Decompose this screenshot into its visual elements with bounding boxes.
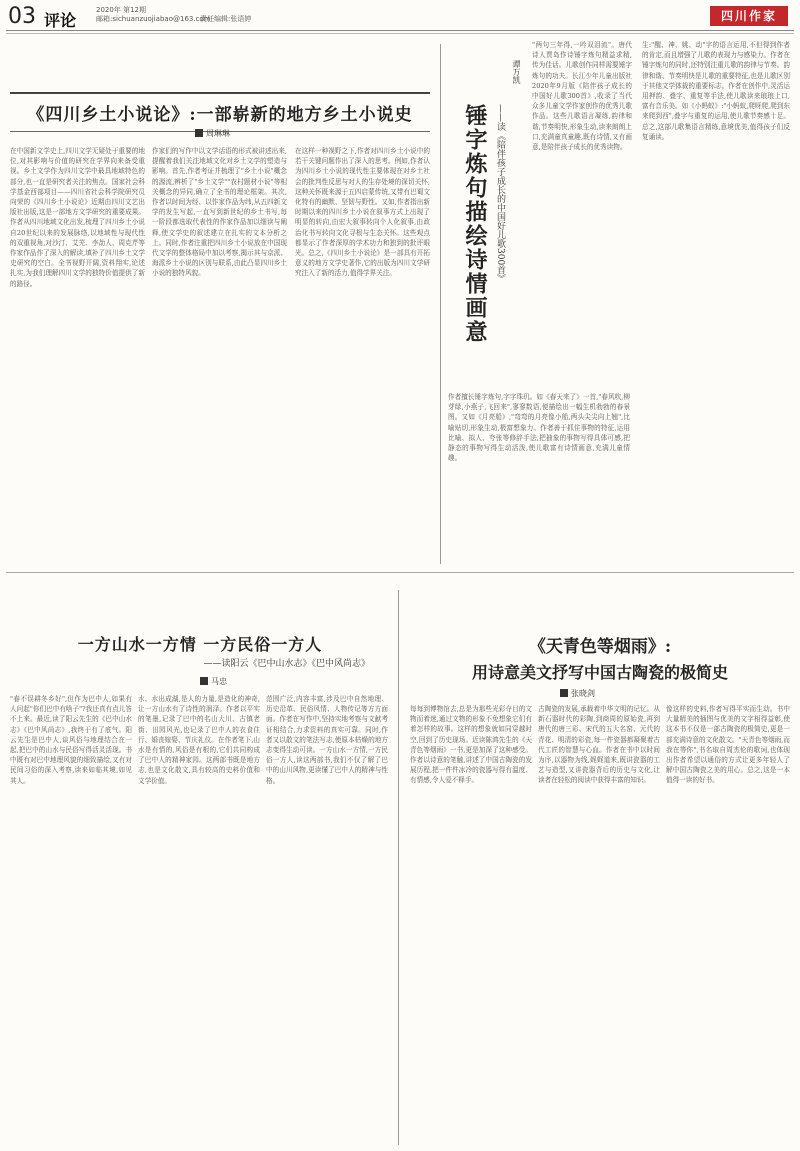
editor-credit: 责任编辑:张语婷 — [200, 15, 252, 23]
article4-column-2: 古陶瓷的发展,承载着中华文明的记忆。从新石器时代的彩陶,到商周的原始瓷,再到唐代的唐三彩、宋代的五大名窑、元代的青花、明清的彩瓷,每一件瓷器都凝聚着古代工匠的智慧与心血。作者在书中以时间为序,以器物为线,娓娓道来,既讲瓷器的工艺与造型,又讲瓷器背后的历史与文化,让读者在轻松的阅读中获得丰富的知识。 — [538, 705, 660, 785]
article3-column-3: 范围广泛,内容丰富,涉及巴中自然地理、历史沿革、民俗风情、人物传记等方方面面。作者在写作中,坚持实地考察与文献考证相结合,力求资料的真实可靠。同时,作者又以散文的笔法写志,使原本枯燥的地方志变得生动可读。一方山水一方情,一方民俗一方人,读这两部书,我们不仅了解了巴中的山川风物,更读懂了巴中人的精神与性格。 — [266, 695, 388, 785]
contact-email: 邮箱:sichuanzuojiabao@163.com — [96, 15, 211, 23]
article1-column-3: 在这样一种视野之下,作者对四川乡土小说中的若干关键问题作出了深入的思考。例如,作者认为四川乡土小说的现代性主要体现在对乡土社会的批判性反思与对人的生存处境的深切关怀,这种关怀既来源于五四启蒙传统,又带有巴蜀文化特有的幽默、坚韧与野性。又如,作者指出新时期以来的四川乡土小说在叙事方式上出现了明显的转向,由宏大叙事转向个人化叙事,由政治化书写转向文化寻根与生态关怀。这些观点都显示了作者深厚的学术功力和独到的批评眼光。总之,《四川乡土小说论》是一部具有开拓意义的地方文学史著作,它的出版为四川文学研究注入了新的活力,值得学界关注。 — [295, 147, 430, 278]
author-marker-icon — [200, 677, 208, 685]
article2-column-2: 作者擅长锤字炼句,字字珠玑。如《春天来了》一首,"春风吹,柳芽绿,小燕子,飞回来",寥寥数语,便描绘出一幅生机勃勃的春景图。又如《月亮船》,"弯弯的月亮像小船,两头尖尖向上翘",比喻贴切,形象生动,极富想象力。作者善于抓住事物的特征,运用比喻、拟人、夸张等修辞手法,把抽象的事物写得具体可感,把静态的事物写得生动活泼,使儿歌富有诗情画意,充满儿童情趣。 — [448, 393, 630, 463]
header-rule-thin — [6, 33, 794, 34]
page-number: 03 — [8, 4, 36, 29]
article1-column-2: 作家们的写作中以文学话语的形式被讲述出来,提醒着我们关注地域文化对乡土文学的塑造与影响。首先,作者考证并梳理了"乡土小说"概念的源流,辨析了"乡土文学""农村题材小说"等相关概念的异同,确立了全书的理论框架。其次,作者以时间为经、以作家作品为纬,从五四新文学的发生写起,一直写到新世纪的乡土书写,每一阶段都选取代表性的作家作品加以细读与阐释,使文学史的叙述建立在扎实的文本分析之上。同时,作者注重把四川乡土小说放在中国现代文学的整体格局中加以考察,揭示其与京派、海派乡土小说的区别与联系,由此凸显四川乡土小说的独特风貌。 — [152, 147, 287, 278]
issue-info — [96, 6, 211, 24]
article4-title-line1: 《天青色等烟雨》: — [528, 637, 672, 657]
article4-column-3: 像这样的史料,作者写得平实而生动。书中大量精美的插图与优美的文字相得益彰,使这本书不仅是一部古陶瓷的极简史,更是一部充满诗意的文化散文。"天青色等烟雨,而我在等你",书名取自周杰伦的歌词,也体现出作者希望以通俗的方式让更多年轻人了解中国古陶瓷之美的用心。总之,这是一本值得一读的好书。 — [666, 705, 790, 785]
column-divider-lower — [398, 590, 399, 1145]
author-marker-icon — [195, 129, 203, 137]
article3-column-2: 水、水出成湖,是人的力量,是造化的神奇,让一方山水有了诗性的润泽。作者以平实的笔墨,记录了巴中的名山大川、古镇老街、田园风光,也记录了巴中人的衣食住行、婚丧嫁娶、节庆礼仪。在作者笔下,山水是有情的,风俗是有根的,它们共同构成了巴中人的精神家园。这两部书既是地方志,也是文化散文,具有较高的史料价值和文学价值。 — [138, 695, 260, 785]
article2-column-3: 生:"醒、神、姚、动"字的语言运用,不但得到作者的肯定,而且增强了儿歌的表现力与感染力。作者在锤字炼句的同时,还特别注重儿歌的韵律与节奏。韵律和谐、节奏明快是儿歌的重要特征,也是儿歌区别于其他文学体裁的重要标志。作者在创作中,灵活运用押韵、叠字、重复等手法,使儿歌读来琅琅上口,富有音乐美。如《小蚂蚁》:"小蚂蚁,爬呀爬,爬到东来爬到西",叠字与重复的运用,使儿歌节奏感十足。总之,这部儿歌集语言精练,意境优美,值得孩子们反复诵读。 — [642, 41, 790, 141]
column-divider — [440, 44, 441, 564]
article2-author: 谭万凯 — [512, 60, 521, 84]
article3-byline — [200, 676, 227, 687]
article1-author: 周琳琳 — [206, 129, 230, 138]
article1-title: 《四川乡土小说论》:一部崭新的地方乡土小说史 — [27, 105, 413, 125]
newspaper-logo: 四川作家 — [710, 6, 788, 26]
article4-title-line2: 用诗意美文抒写中国古陶瓷的极简史 — [471, 663, 728, 682]
issue-date: 2020年 第12期 — [96, 6, 146, 14]
article3-title: 一方山水一方情 一方民俗一方人 — [77, 635, 323, 654]
header-rule — [6, 30, 794, 31]
article3-column-1: "春不误耕冬乡好",但作为巴中人,如果有人问起"你们巴中有啥子"?我还真有点儿答不上来。最近,读了阳云先生的《巴中山水志》《巴中风尚志》,我终于有了底气。阳云先生是巴中人,谈风俗与地理结合在一起,把巴中的山水与民俗写得活灵活现。书中既有对巴中地理风貌的细致描绘,又有对民间习俗的深入考察,读来如临其境,如见其人。 — [10, 695, 132, 785]
article3-subtitle: ——读阳云《巴中山水志》《巴中风尚志》 — [203, 659, 370, 669]
article4-author: 张晓剑 — [571, 689, 595, 698]
article4-byline — [560, 688, 595, 699]
article1-byline — [195, 128, 230, 139]
article2-column-1: "两句三年得,一吟双泪流"。唐代诗人贾岛作诗锤字炼句精益求精,传为佳话。儿歌创作同样需要锤字炼句的功夫。长江少年儿童出版社2020年9月版《陪伴孩子成长的中国好儿歌300首》,收录了当代众多儿童文学作家创作的优秀儿歌作品。这些儿歌语言凝练,韵律和谐,节奏明快,形象生动,读来朗朗上口,充满童真童趣,既有诗情,又有画意,是陪伴孩子成长的优秀读物。 — [532, 41, 632, 152]
section-separator — [6, 572, 794, 573]
section-title: 评论 — [44, 11, 77, 30]
article1-title-box — [10, 92, 430, 132]
article4-column-1: 每每到博物馆去,总是为那些光彩夺目的文物而着迷,通过文物的形象不免想象它们有着怎样的故事。这样的想象就如同穿越时空,回到了历史现场。近读陈鸿先生的《天青色等烟雨》一书,更是加深了这种感受。作者以诗意的笔触,讲述了中国古陶瓷的发展历程,把一件件冰冷的瓷器写得有温度、有情感,令人爱不释手。 — [410, 705, 532, 785]
article2-title: 锤字炼句描绘诗情画意 — [462, 104, 488, 344]
author-marker-icon — [560, 689, 568, 697]
article1-column-1: 在中国新文学史上,四川文学无疑处于重要的地位,对其影响与价值的研究在学界向来备受重视。乡土文学作为四川文学中最具地域特色的部分,也一直是研究者关注的焦点。国家社会科学基金西部项目——四川省社会科学院研究员向荣的《四川乡土小说论》近期由四川文艺出版社出版,这是一部地方文学研究的重要成果。作者从四川地域文化出发,梳理了四川乡土小说自20世纪以来的发展脉络,以地域性与现代性的双重视角,对沙汀、艾芜、李劼人、周克芹等作家作品作了深入的解读,填补了四川乡土文学史研究的空白。全书视野开阔,资料翔实,论述扎实,为我们理解四川文学的独特价值提供了新的路径。 — [10, 147, 145, 288]
article3-author: 马忠 — [211, 677, 227, 686]
article2-subtitle: ——读《陪伴孩子成长的中国好儿歌300首》 — [495, 104, 505, 284]
